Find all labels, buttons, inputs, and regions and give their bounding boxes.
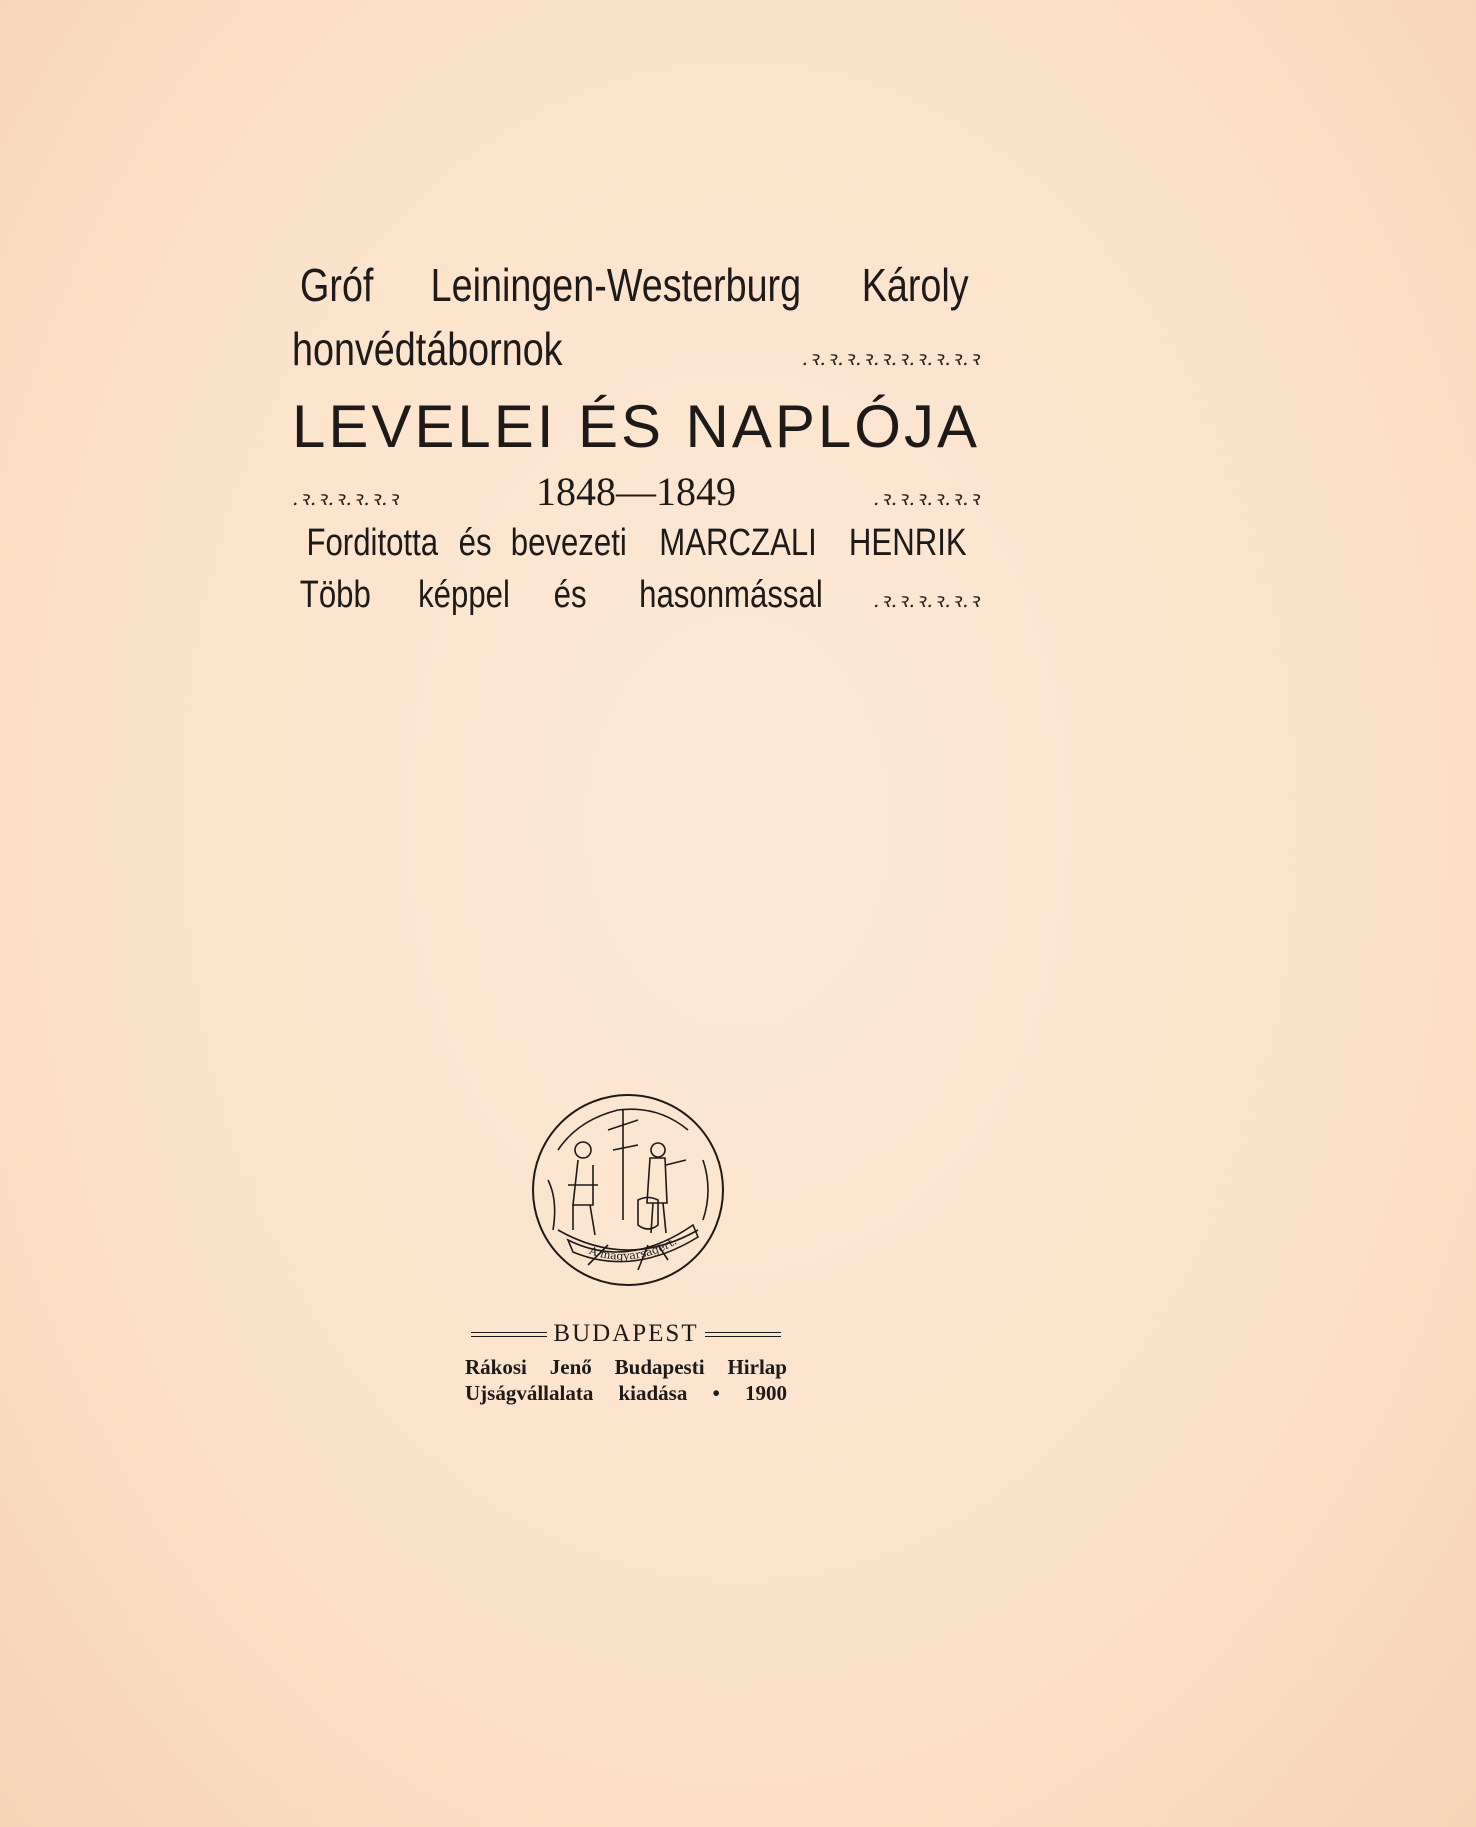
text-word: és bbox=[458, 522, 492, 564]
main-title bbox=[292, 392, 980, 461]
ornament-rule: .ꝛ.ꝛ.ꝛ.ꝛ.ꝛ.ꝛ bbox=[872, 588, 980, 612]
double-rule bbox=[471, 1332, 547, 1337]
years-line bbox=[292, 468, 980, 515]
seal-motto: A magyarságért. bbox=[587, 1234, 679, 1263]
title-author-line bbox=[292, 258, 980, 312]
years: 1848—1849 bbox=[536, 469, 736, 514]
text-word: hasonmással bbox=[639, 574, 824, 616]
title-rank-line bbox=[292, 322, 980, 376]
ornament-rule: .ꝛ.ꝛ.ꝛ.ꝛ.ꝛ.ꝛ bbox=[292, 486, 400, 510]
text-word: és bbox=[553, 574, 587, 616]
title-word: LEVELEI bbox=[292, 393, 557, 460]
ornament-rule: .ꝛ.ꝛ.ꝛ.ꝛ.ꝛ.ꝛ.ꝛ.ꝛ.ꝛ.ꝛ bbox=[801, 346, 980, 370]
city-name: BUDAPEST bbox=[553, 1320, 699, 1347]
text-word: Hirlap bbox=[727, 1355, 787, 1379]
text-word: Rákosi bbox=[465, 1355, 527, 1379]
title-word: NAPLÓJA bbox=[685, 393, 980, 460]
translator-name: MARCZALI bbox=[659, 522, 817, 564]
text-word: bevezeti bbox=[510, 522, 627, 564]
rank-text: honvédtábornok bbox=[292, 323, 563, 375]
text-word: képpel bbox=[418, 574, 511, 616]
title-word: Leiningen-Westerburg bbox=[430, 259, 801, 311]
bullet-separator: • bbox=[712, 1381, 720, 1405]
illustrations-line bbox=[292, 574, 980, 617]
ornament-rule: .ꝛ.ꝛ.ꝛ.ꝛ.ꝛ.ꝛ bbox=[872, 486, 980, 510]
title-word: Gróf bbox=[300, 259, 374, 311]
text-word: Ujságvállalata bbox=[465, 1381, 594, 1405]
translator-name: HENRIK bbox=[849, 522, 968, 564]
svg-text:A magyarságért. bbox=[587, 1235, 679, 1263]
text-word: Több bbox=[299, 574, 371, 616]
publisher-line-2 bbox=[465, 1381, 787, 1406]
double-rule bbox=[705, 1332, 781, 1337]
title-word: ÉS bbox=[578, 393, 665, 460]
translator-line bbox=[292, 522, 980, 565]
text-word: Jenő bbox=[549, 1355, 592, 1379]
text-word: kiadása bbox=[618, 1381, 688, 1405]
text-word: Budapesti bbox=[614, 1355, 705, 1379]
publication-year: 1900 bbox=[744, 1381, 787, 1405]
imprint-city bbox=[465, 1320, 787, 1348]
title-word: Károly bbox=[861, 259, 969, 311]
publisher-line-1 bbox=[465, 1355, 787, 1380]
text-word: Forditotta bbox=[306, 522, 439, 564]
publisher-seal-emblem bbox=[528, 1090, 728, 1290]
